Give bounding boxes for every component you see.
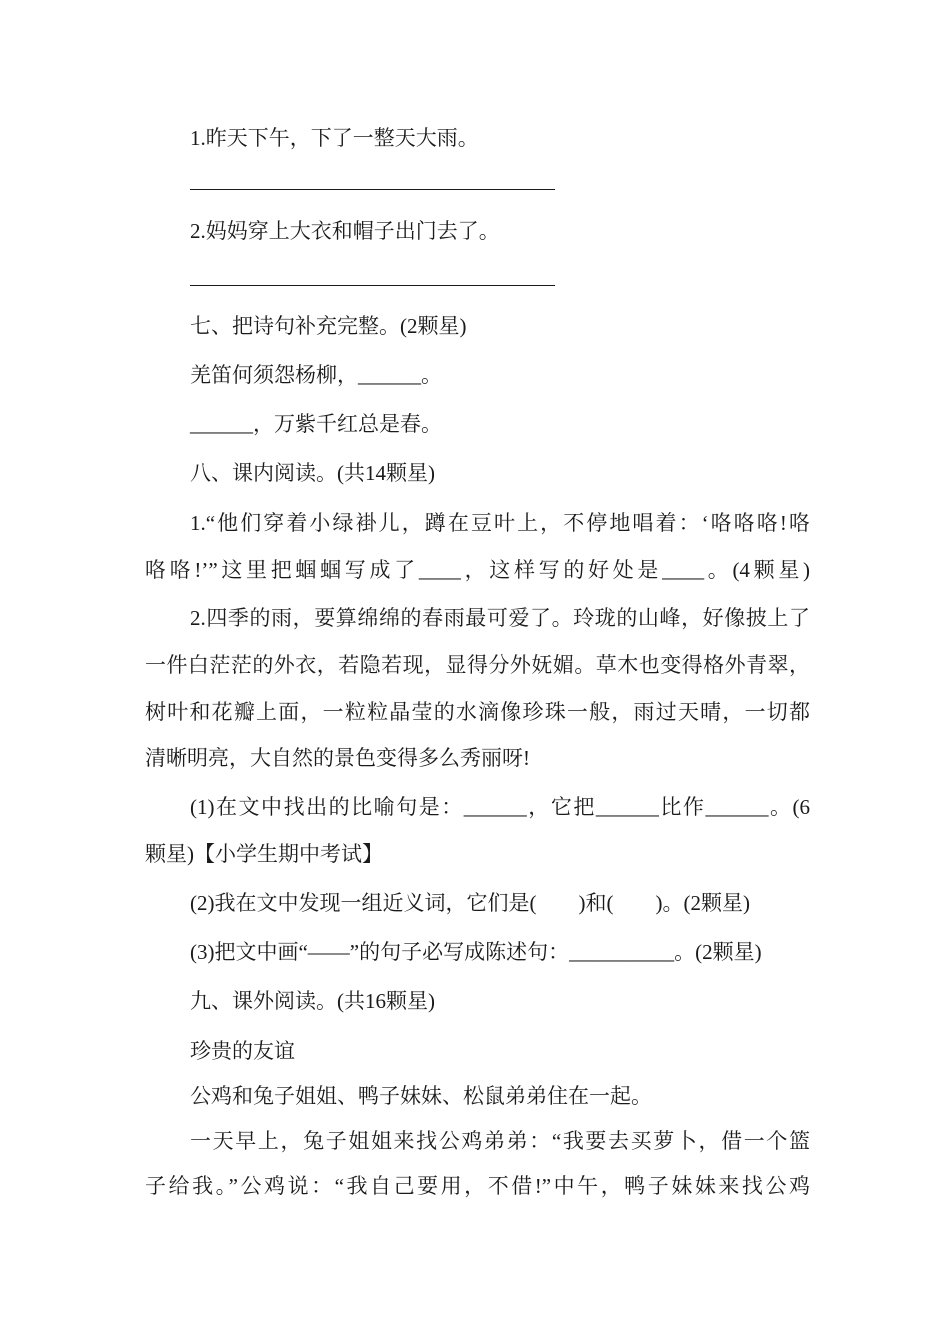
story-title: 珍贵的友谊 [190,1039,295,1063]
poem-line-1: 羌笛何须怨杨柳，______。 [190,363,442,387]
section-8-heading: 八、课内阅读。(共14颗星) [190,461,435,485]
section-7-heading: 七、把诗句补充完整。(2颗星) [190,314,467,338]
question-sentence-2: 2.妈妈穿上大衣和帽子出门去了。 [190,219,500,243]
answer-line-1 [190,189,555,190]
sub-question-1-line-2: 颗星)【小学生期中考试】 [145,842,383,866]
reading-question-1-line-2: 咯咯!’”这里把蝈蝈写成了____，这样写的好处是____。(4颗星) [145,558,810,582]
story-line-2: 一天早上，兔子姐姐来找公鸡弟弟：“我要去买萝卜，借一个篮 [190,1129,810,1153]
passage-line-4: 清晰明亮，大自然的景色变得多么秀丽呀! [145,746,530,770]
sub-question-2: (2)我在文中发现一组近义词，它们是( )和( )。(2颗星) [190,891,750,915]
passage-line-1: 2.四季的雨，要算绵绵的春雨最可爱了。玲珑的山峰，好像披上了 [190,606,810,630]
sub-question-1-line-1: (1)在文中找出的比喻句是：______，它把______比作______。(6 [190,795,810,819]
answer-line-2 [190,285,555,286]
passage-line-2: 一件白茫茫的外衣，若隐若现，显得分外妩媚。草木也变得格外青翠， [145,653,810,677]
sub-question-3: (3)把文中画“——”的句子必写成陈述句：__________。(2颗星) [190,940,762,964]
question-sentence-1: 1.昨天下午，下了一整天大雨。 [190,126,479,150]
poem-line-2: ______，万紫千红总是春。 [190,412,442,436]
passage-line-3: 树叶和花瓣上面，一粒粒晶莹的水滴像珍珠一般，雨过天晴，一切都 [145,700,810,724]
story-line-3: 子给我。”公鸡说：“我自己要用，不借!”中午，鸭子妹妹来找公鸡 [145,1174,810,1198]
story-line-1: 公鸡和兔子姐姐、鸭子妹妹、松鼠弟弟住在一起。 [190,1084,652,1108]
section-9-heading: 九、课外阅读。(共16颗星) [190,989,435,1013]
reading-question-1-line-1: 1.“他们穿着小绿褂儿，蹲在豆叶上，不停地唱着：‘咯咯咯!咯 [190,511,810,535]
